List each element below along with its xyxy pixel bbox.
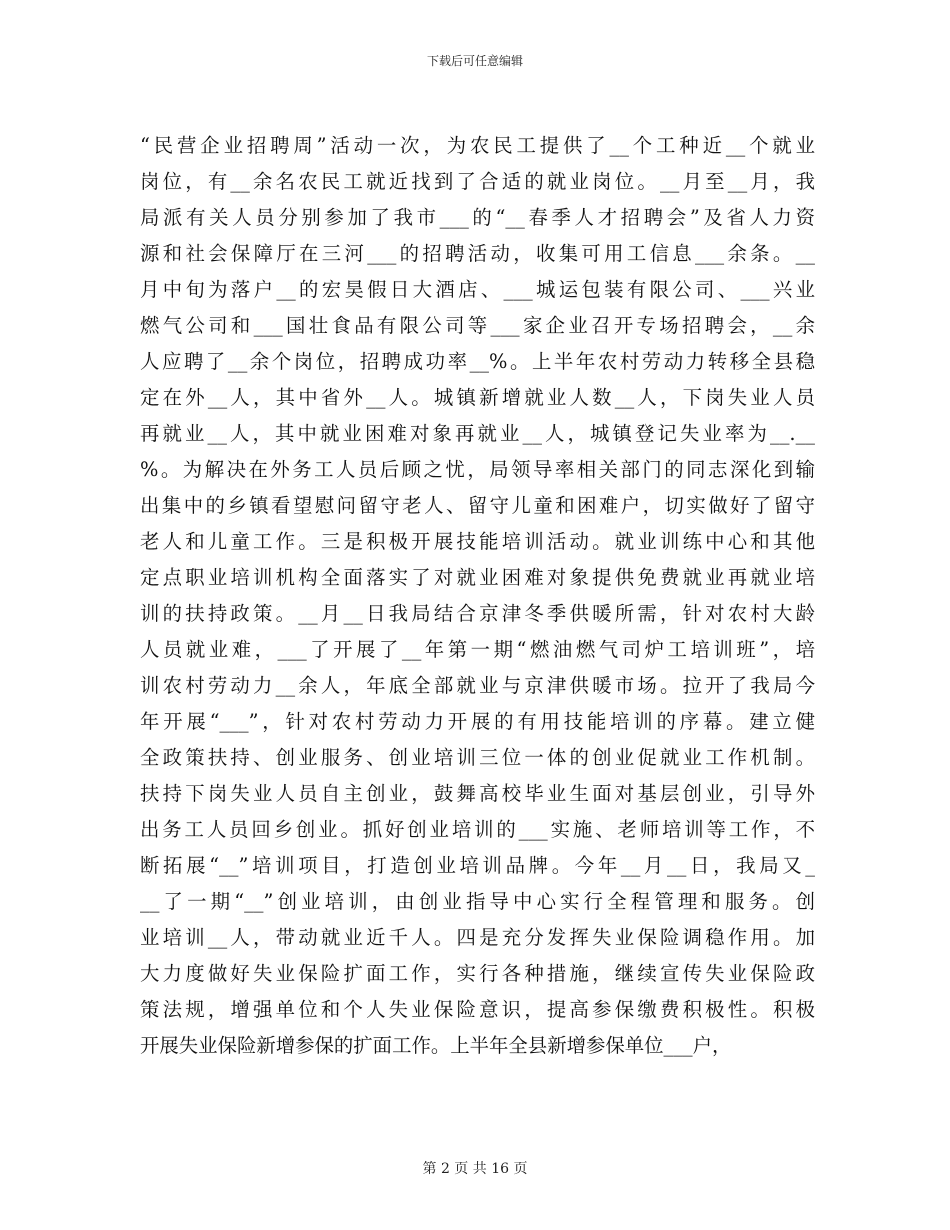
text-line: 训的扶持政策。__月__日我局结合京津冬季供暖所需，针对农村大龄 xyxy=(140,602,815,625)
text-line: 出务工人员回乡创业。抓好创业培训的___实施、老师培训等工作，不 xyxy=(140,818,815,841)
text-line: 岗位，有__余名农民工就近找到了合适的就业岗位。__月至__月，我 xyxy=(140,170,815,193)
text-line: “民营企业招聘周”活动一次，为农民工提供了__个工种近__个就业 xyxy=(140,134,815,157)
text-line: 全政策扶持、创业服务、创业培训三位一体的创业促就业工作机制。 xyxy=(140,746,815,769)
text-line: 定在外__人，其中省外__人。城镇新增就业人数__人，下岗失业人员 xyxy=(140,386,815,409)
text-line: 源和社会保障厅在三河___的招聘活动，收集可用工信息___余条。__ xyxy=(140,242,815,265)
text-line: 人应聘了__余个岗位，招聘成功率__%。上半年农村劳动力转移全县稳 xyxy=(140,350,815,373)
text-line: %。为解决在外务工人员后顾之忧，局领导率相关部门的同志深化到输 xyxy=(140,458,815,481)
page-footer: 第 2 页 共 16 页 xyxy=(422,1161,528,1177)
text-line: __了一期“__”创业培训，由创业指导中心实行全程管理和服务。创 xyxy=(140,890,815,913)
text-line: 月中旬为落户__的宏昊假日大酒店、___城运包装有限公司、___兴业 xyxy=(140,278,815,301)
text-line: 开展失业保险新增参保的扩面工作。上半年全县新增参保单位___户， xyxy=(140,1034,732,1057)
text-line: 再就业__人，其中就业困难对象再就业__人，城镇登记失业率为__.__ xyxy=(140,422,815,445)
text-line: 训农村劳动力__余人，年底全部就业与京津供暖市场。拉开了我局今 xyxy=(140,674,815,697)
text-line: 扶持下岗失业人员自主创业，鼓舞高校毕业生面对基层创业，引导外 xyxy=(140,782,815,805)
text-line: 大力度做好失业保险扩面工作，实行各种措施，继续宣传失业保险政 xyxy=(140,962,815,985)
text-line: 人员就业难，___了开展了__年第一期“燃油燃气司炉工培训班”，培 xyxy=(140,638,815,661)
text-line: 定点职业培训机构全面落实了对就业困难对象提供免费就业再就业培 xyxy=(140,566,815,589)
text-line: 局派有关人员分别参加了我市___的“__春季人才招聘会”及省人力资 xyxy=(140,206,815,229)
text-line: 燃气公司和___国壮食品有限公司等___家企业召开专场招聘会，__余 xyxy=(140,314,815,337)
text-line: 断拓展“__”培训项目，打造创业培训品牌。今年__月__日，我局又_ xyxy=(140,854,815,877)
page-header: 下载后可任意编辑 xyxy=(426,54,523,68)
text-line: 策法规，增强单位和个人失业保险意识，提高参保缴费积极性。积极 xyxy=(140,998,815,1021)
text-line: 老人和儿童工作。三是积极开展技能培训活动。就业训练中心和其他 xyxy=(140,530,815,553)
body-text xyxy=(140,128,815,1064)
text-line: 年开展“___”，针对农村劳动力开展的有用技能培训的序幕。建立健 xyxy=(140,710,815,733)
text-line: 业培训__人，带动就业近千人。四是充分发挥失业保险调稳作用。加 xyxy=(140,926,815,949)
text-line: 出集中的乡镇看望慰问留守老人、留守儿童和困难户，切实做好了留守 xyxy=(140,494,815,517)
